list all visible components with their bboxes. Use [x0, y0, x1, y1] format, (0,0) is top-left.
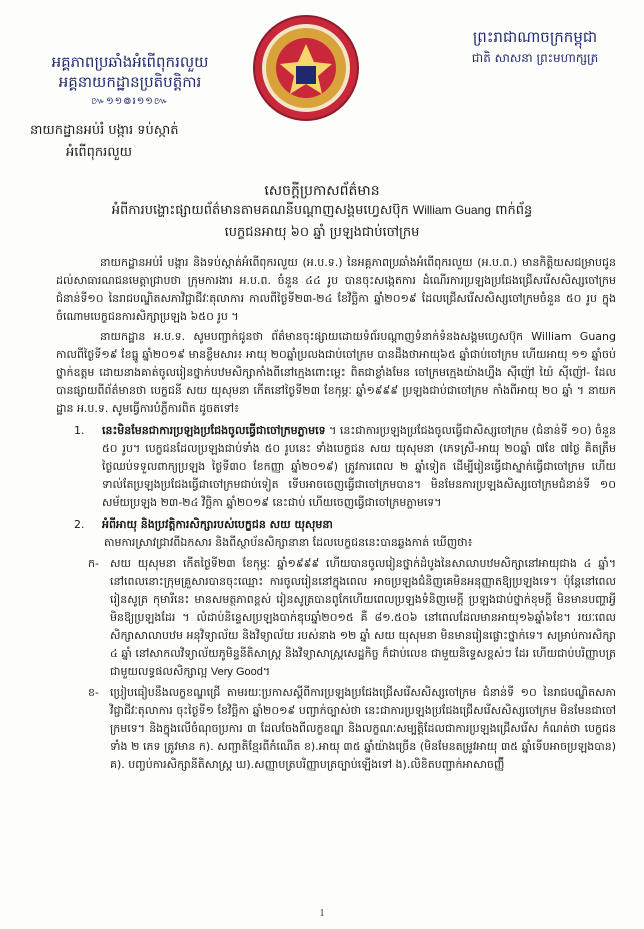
section-1-text [102, 422, 616, 512]
subsection-kha-text: ប្រៀបធៀបនឹងលក្ខខណ្ឌជ្រើ តាមរយៈប្រកាសស្តីពីការប្រឡងប្រជែងជ្រើសរើសសិស្សចៅក្រម ជំនាន់ទី ១០ នៃរាជបណ្ឌិតសភាវិជ្ជាជីវៈតុលាការ ចុះថ្ងៃទី១ ខែវិច្ឆិកា ឆ្នាំ២០១៩ បញ្ជាក់ច្បាស់ថា នេះជាការប្រឡងប្រជែងជ្រើសរើសសិស្សចៅក្រម មិនមែនជាចៅក្រមទេ។ និងក្នុងលើចំណុចប្រការ ៣ ដែលចែងពីលក្ខខណ្ឌ និងលក្ខណៈសម្បត្តិដែលជាការប្រឡងជ្រើសរើស កំណត់ថា បេក្ខជនទាំង ២ ភេទ ត្រូវមាន ក). សញ្ជាតិខ្មែរពីកំណើត ខ).អាយុ ៣៥ ឆ្នាំយ៉ាងច្រើន (មិនមែនតម្រូវអាយុ ៣៥ ឆ្នាំទើបអាចប្រឡងបាន) គ). បញ្ចប់ការសិក្សានីតិសាស្ត្រ ឃ).សញ្ញាបត្របរិញ្ញាបត្រច្បាប់ឡើងទៅ ង).លិខិតបញ្ជាក់អាសាចញ្ញ៊ី [110, 686, 616, 771]
seal-icon [252, 14, 360, 122]
department-name: អគ្គនាយកដ្ឋានប្រតិបត្តិការ [58, 73, 202, 91]
section-1-number: 1. [74, 424, 85, 437]
section-2-heading-wrap [102, 516, 616, 534]
issuing-unit [30, 120, 290, 164]
agency-name: អគ្គភាពប្រឆាំងអំពើពុករលួយ [51, 53, 209, 71]
section-1-body: ។ នេះជាការប្រឡងប្រជែងចូលធ្វើជាសិស្សចៅក្រម (ជំនាន់ទី ១០) ចំនួន ៥០ រូប។ បេក្ខជនដែលប្រឡងជាប់ទាំង ៥០ រូបនេះ ទាំងបេក្ខជន សយ យុសុមនា (ភេទស្រី-អាយុ ២០ឆ្នាំ ៧ខែ ៧ថ្ងៃ គិតត្រឹមថ្ងៃឈប់ទទួលពាក្យប្រឡង ថ្ងៃទី៣០ ខែកញ្ញា ឆ្នាំ២០១៩) ត្រូវការពេល ២ ឆ្នាំទៀត ដើម្បីរៀនធ្វើជាស្នាក់ធ្វើជាចៅក្រម ហើយទាល់តែប្រឡងប្រជែងធ្វើជាចៅក្រមជាប់ទៀត ទើបអាចចេញធ្វើជាចៅក្រមបាន។ មិនមែនការប្រឡងសិស្សចៅក្រមជំនាន់ទី ១០ សម័យប្រឡង ២៣-២៤ វិច្ឆិកា ឆ្នាំ២០១៩ នេះជាប់ ហើយចេញធ្វើជាចៅក្រមភ្លាមទេ។ [102, 424, 617, 509]
subsection-kha [56, 684, 616, 774]
subtitle-part-a: អំពីការបង្ហោះផ្សាយព័ត៌មានតាមគណនីបណ្តាញសង្គមហ្វេសប៊ុក [111, 203, 409, 218]
subtitle-facebook-name: William Guang [412, 203, 491, 217]
national-motto: ជាតិ សាសនា ព្រះមហាក្សត្រ [471, 51, 599, 65]
issuing-unit-line2: អំពើពុករលួយ [66, 145, 133, 160]
subsection-ka-grade: Very Good [210, 666, 263, 678]
letterhead-right [440, 26, 630, 68]
subsection-ka-body: សយ យុសុមនា កើតថ្ងៃទី២៣ ខែកុម្ភៈ ឆ្នាំ១៩៩៩ ហើយបានចូលរៀនថ្នាក់ដំបូងនៃសាលាបឋមសិក្សានៅអាយុជាង ៤ ឆ្នាំ។ នៅពេលនោះក្រុមគ្រួសារបានចុះឈ្មោះ ការចូលរៀននៅក្នុងពេល អាចប្រឡងជំនិញគេមិនអនុញ្ញាតឱ្យប្រឡងទេ។ ប៉ុន្តែនៅពេលរៀនសូត្រ កុមារីនេះ មានសមត្ថភាពខ្ពស់ រៀនសូត្របានពូកែហើយពេលប្រឡងទំនិញមេក្តី ប្រឡងជាប់ថ្នាក់ខុមក្តី មិនមានបញ្ហាអ្វីមិនឱ្យប្រឡងដែរ ។ លំដាប់និន្ទេសប្រឡងបាក់ឌុបឆ្នាំ២០១៥ គឺ ៨១.៥០៦ នៅពេលដែលមានអាយុ១៦ឆ្នាំ៦ខែ។ រយៈពេលសិក្សាសាលាបឋម អនុវិទ្យាល័យ និងវិទ្យាល័យ របស់នាង ១២ ឆ្នាំ សយ យុសុមនា មិនមានរៀនផ្លោះថ្នាក់ទេ។ សម្រាប់ការសិក្សា ៤ ឆ្នាំ នៅសាកលវិទ្យាល័យភូមិន្ទនីតិសាស្ត្រ និងវិទ្យាសាស្ត្រសេដ្ឋកិច្ច ក៏ជាប់លេខ ជាមួយនិទ្ទេសខ្ពស់ៗ ដែរ ហើយជាប់បរិញ្ញាបត្រ ជាមួយលទ្ធផលសិក្សាល្អ [110, 557, 616, 678]
subsection-kha-marker: ខ- [88, 686, 99, 699]
section-2-heading: អំពីអាយុ និងប្រវត្តិការសិក្សារបស់បេក្ខជន សយ យុសុមនា [102, 518, 333, 531]
letterhead-left [20, 52, 240, 109]
document-subtitle-line2: បេក្ខជនអាយុ ៦០ ឆ្នាំ ប្រឡងជាប់ចៅក្រម [224, 225, 420, 240]
document-title: សេចក្តីប្រកាសព័ត៌មាន [264, 183, 380, 199]
document-body [56, 254, 616, 774]
subsection-ka-marker: ក- [88, 557, 99, 570]
section-1 [56, 422, 616, 512]
section-2-lead: តាមការស្រាវជ្រាវពីឯកសារ និងពីស្ថាប័នសិក្សានានា ដែលបេក្ខជននេះបានឆ្លងកាត់ ឃើញថា៖ [104, 536, 473, 549]
intro-paragraph-1: នាយកដ្ឋានអប់រំ បង្ការ និងទប់ស្កាត់អំពើពុករលួយ (អ.ប.ទ.) នៃអគ្គភាពប្រឆាំងអំពើពុករលួយ (អ.ប.ព.) មានកិត្តិយសជម្រាបជូនដល់សាធារណជនមេត្តាជ្រាបថា ក្រុមការងារ អ.ប.ព. ចំនួន ៤៤ រូប បានចុះសង្កេតការ ដំណើរការប្រឡងប្រជែងជ្រើសរើសសិស្សចៅក្រម ជំនាន់ទី១០ នៃរាជបណ្ឌិតសភាវិជ្ជាជីវៈតុលាការ កាលពីថ្ងៃទី២៣-២៤ ខែវិច្ឆិកា ឆ្នាំ២០១៩ ដែលជ្រើសរើសសិស្សចៅក្រមចំនួន ៥០ រូប ក្នុងចំណោមបេក្ខជនការសិក្សាប្រឡង ៦៥០ រូប ។ [56, 256, 616, 323]
page-number: 1 [319, 908, 325, 919]
section-2-number: 2. [74, 518, 85, 531]
section-2 [56, 516, 616, 534]
subsection-ka-text: សយ យុសុមនា កើតថ្ងៃទី២៣ ខែកុម្ភៈ ឆ្នាំ១៩៩៩ ហើយបានចូលរៀនថ្នាក់ដំបូងនៃសាលាបឋមសិក្សានៅអាយុជាង ៤ ឆ្នាំ។ នៅពេលនោះក្រុមគ្រួសារបានចុះឈ្មោះ ការចូលរៀននៅក្នុងពេល អាចប្រឡងជំនិញគេមិនអនុញ្ញាតឱ្យប្រឡងទេ។ ប៉ុន្តែនៅពេលរៀនសូត្រ កុមារីនេះ មានសមត្ថភាពខ្ពស់ រៀនសូត្របានពូកែហើយពេលប្រឡងទំនិញមេក្តី ប្រឡងជាប់ថ្នាក់ខុមក្តី មិនមានបញ្ហាអ្វីមិនឱ្យប្រឡងដែរ ។ លំដាប់និន្ទេសប្រឡងបាក់ឌុបឆ្នាំ២០១៥ គឺ ៨១.៥០៦ នៅពេលដែលមានអាយុ១៦ឆ្នាំ៦ខែ។ រយៈពេលសិក្សាសាលាបឋម អនុវិទ្យាល័យ និងវិទ្យាល័យ របស់នាង ១២ ឆ្នាំ សយ យុសុមនា មិនមានរៀនផ្លោះថ្នាក់ទេ។ សម្រាប់ការសិក្សា ៤ ឆ្នាំ នៅសាកលវិទ្យាល័យភូមិន្ទនីតិសាស្ត្រ និងវិទ្យាសាស្ត្រសេដ្ឋកិច្ច ក៏ជាប់លេខ ជាមួយនិទ្ទេសខ្ពស់ៗ ដែរ ហើយជាប់បរិញ្ញាបត្រ ជាមួយលទ្ធផលសិក្សាល្អ Very Good។ [110, 557, 616, 678]
letterhead-ornament: ៚១១៙៛១១៚ [90, 96, 170, 107]
section-1-heading: នេះមិនមែនជាការប្រឡងប្រជែងចូលធ្វើជាចៅក្រមភ្លាមទេ [102, 424, 326, 437]
subtitle-part-b: ពាក់ព័ន្ធ [495, 203, 533, 218]
subsection-ka [56, 555, 616, 681]
document-subtitle [20, 202, 624, 221]
issuing-unit-line1: នាយកដ្ឋានអប់រំ បង្ការ ទប់ស្កាត់ [30, 123, 179, 138]
intro-paragraph-2: នាយកដ្ឋាន អ.ប.ទ. សូមបញ្ជាក់ជូនថា ព័ត៌មានចុះផ្សាយដោយទំព័របណ្តាញទំនាក់ទំនងសង្គមហ្វេសប៊ុក William Guang កាលពីថ្ងៃទី១៩ ខែធ្នូ ឆ្នាំ២០១៩ មានខ្លឹមសារ៖ អាយុ ២០ឆ្នាំប្រលងជាប់ចៅក្រម បានដឹងថាអាយុ៦៥ ឆ្នាំជាប់ចៅក្រម ហើយអាយុ ១១ ឆ្នាំចប់ថ្នាក់ឧត្តម ដោយនាងគាត់ចូលរៀនថ្នាក់បឋមសិក្សាកាំងពីនៅក្មេងពោះម្តេះ ពិតជាខ្លាំងមែន ចៅក្រមក្មេងយ៉ាងហ្នឹង ស៊ីញ៉ៅ យ៉ៃ ស៊ីញ៉ៅ- ដែលបានផ្សាយពីព័ត៌មានថា បេក្ខជនី សយ យុសុមនា កើតនៅថ្ងៃទី២៣ ខែកុម្ភៈ ឆ្នាំ១៩៩៩ ប្រឡងជាប់ជាចៅក្រម កាំងពីអាយុ ២០ ឆ្នាំ ។ នាយកដ្ឋាន អ.ប.ទ. សូមធ្វើការបំភ្លឺការពិត ដូចតទៅ៖ [56, 330, 617, 415]
kingdom-name: ព្រះរាជាណាចក្រកម្ពុជា [472, 28, 598, 46]
